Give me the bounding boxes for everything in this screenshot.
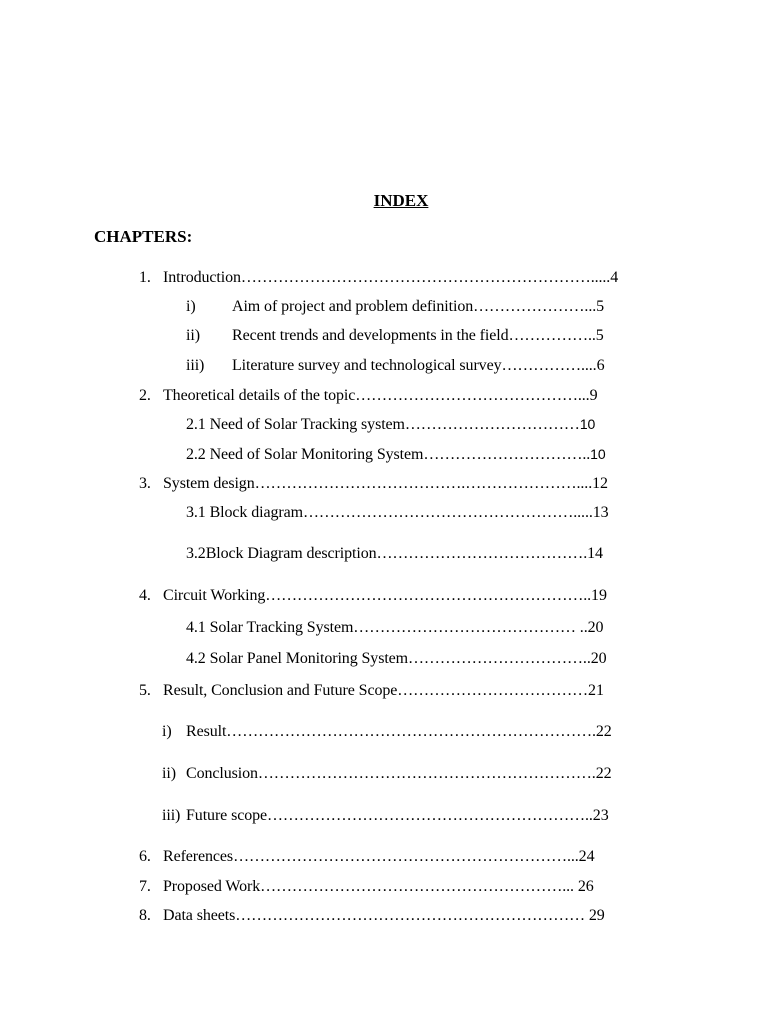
toc-entry-2-2[interactable] (186, 444, 606, 465)
entry-text: Circuit Working……………………………………………………..19 (163, 587, 607, 604)
entry-number: 1. (139, 269, 151, 286)
entry-number: 6. (139, 848, 151, 865)
entry-text: Introduction………………………………………………………….....4 (163, 269, 619, 286)
entry-number: ii) (186, 327, 200, 344)
entry-page: 10 (590, 446, 606, 462)
toc-entry-4-1[interactable] (186, 618, 603, 638)
entry-text: 4.2 Solar Panel Monitoring System……………………………..20 (186, 650, 607, 667)
entry-number: 4. (139, 587, 151, 604)
entry-page: 10 (579, 416, 596, 432)
entry-number: 8. (139, 907, 151, 924)
entry-text: 3.2Block Diagram description………………………………….14 (186, 545, 603, 562)
entry-text: Conclusion……………………………………………………….22 (186, 765, 612, 782)
entry-text: Recent trends and developments in the field……………..5 (232, 327, 604, 344)
entry-text: Result, Conclusion and Future Scope………………………………21 (163, 682, 604, 699)
entry-number: i) (186, 298, 196, 315)
chapters-heading: CHAPTERS: (94, 227, 193, 246)
entry-text: 2.1 Need of Solar Tracking system…………………………… (186, 416, 580, 433)
entry-text: Future scope……………………………………………………..23 (186, 807, 609, 824)
entry-text: 4.1 Solar Tracking System…………………………………… ..20 (186, 619, 604, 636)
entry-text: 3.1 Block diagram…………………………………………….....13 (186, 504, 609, 521)
entry-text: Aim of project and problem definition…………………...5 (232, 298, 605, 315)
entry-number: 2. (139, 387, 151, 404)
entry-text: Result…………………………………………………………….22 (186, 723, 612, 740)
entry-number: iii) (186, 357, 205, 374)
page-title: INDEX (373, 191, 429, 210)
entry-number: 7. (139, 878, 151, 895)
entry-number: ii) (162, 765, 176, 782)
entry-text: System design………………………………….…………………....12 (163, 475, 608, 492)
toc-entry-4-2[interactable] (186, 649, 607, 669)
entry-text: Literature survey and technological survey……………....6 (232, 357, 605, 374)
toc-entry-2-1[interactable] (186, 414, 595, 435)
entry-text: 2.2 Need of Solar Monitoring System………………………….. (186, 446, 591, 463)
entry-text: Proposed Work…………………………………………………... 26 (163, 878, 594, 895)
toc-entry-3-2[interactable] (186, 544, 603, 564)
entry-number: i) (162, 723, 172, 740)
entry-number: 5. (139, 682, 151, 699)
entry-text: Theoretical details of the topic……………………………………...9 (163, 387, 598, 404)
entry-number: 3. (139, 475, 151, 492)
entry-text: Data sheets………………………………………………………… 29 (163, 907, 605, 924)
entry-number: iii) (162, 807, 181, 824)
entry-text: References………………………………………………………...24 (163, 848, 595, 865)
toc-entry-3-1[interactable] (186, 503, 609, 523)
